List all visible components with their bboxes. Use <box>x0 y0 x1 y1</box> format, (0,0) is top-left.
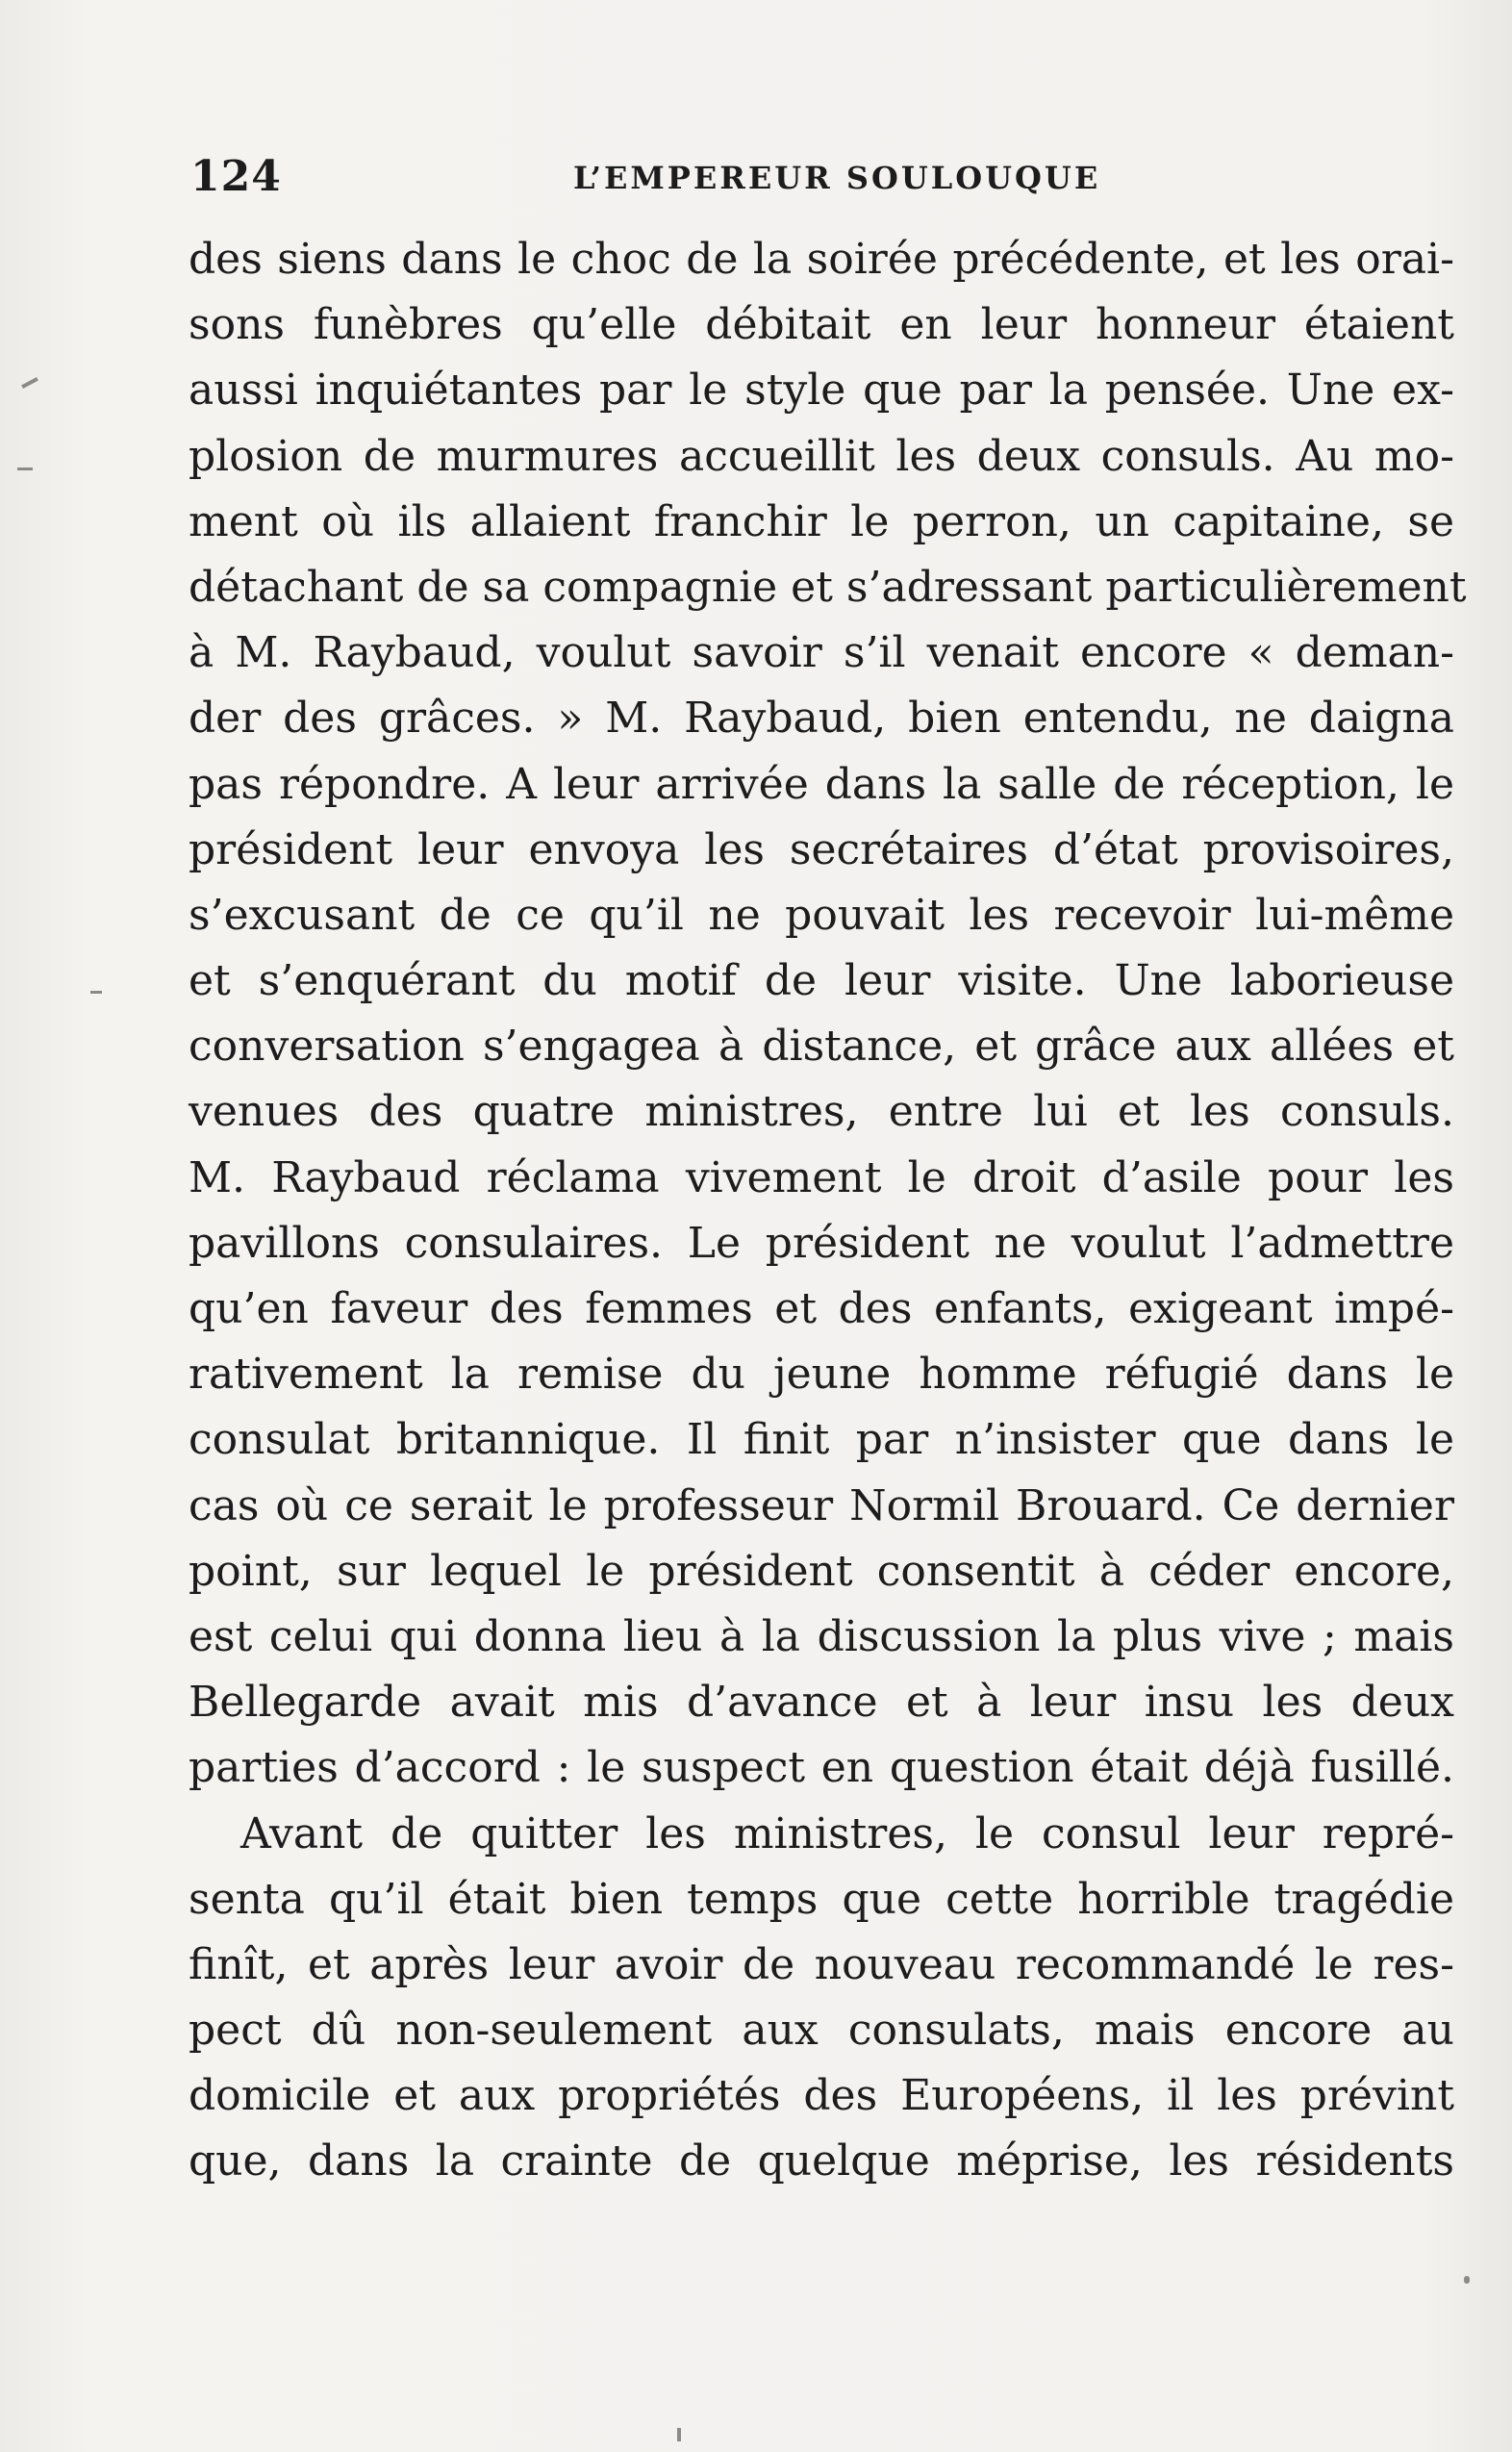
text-line: senta qu’il était bien temps que cette horrible tragédie <box>189 1874 1454 1924</box>
text-line: à M. Raybaud, voulut savoir s’il venait encore « deman- <box>189 628 1454 678</box>
text-line: cas où ce serait le professeur Normil Brouard. Ce dernier <box>189 1480 1454 1530</box>
text-line: finît, et après leur avoir de nouveau recommandé le res- <box>189 1939 1454 1989</box>
text-line: ment où ils allaient franchir le perron, un capitaine, se <box>189 496 1454 546</box>
text-line: que, dans la crainte de quelque méprise, les résidents <box>189 2136 1454 2187</box>
text-line: président leur envoya les secrétaires d’état provisoires, <box>189 824 1454 874</box>
text-line: détachant de sa compagnie et s’adressant particulièrement <box>189 562 1467 612</box>
text-line: est celui qui donna lieu à la discussion la plus vive ; mais <box>189 1611 1454 1661</box>
text-line: conversation s’engagea à distance, et grâce aux allées et <box>189 1022 1454 1072</box>
text-line: aussi inquiétantes par le style que par la pensée. Une ex- <box>189 366 1454 416</box>
text-line: parties d’accord : le suspect en question était déjà fusillé. <box>189 1743 1454 1793</box>
text-line: rativement la remise du jeune homme réfugié dans le <box>189 1350 1454 1400</box>
text-line: et s’enquérant du motif de leur visite. Une laborieuse <box>189 956 1454 1006</box>
text-line: venues des quatre ministres, entre lui et les consuls. <box>189 1087 1454 1137</box>
text-line: pas répondre. A leur arrivée dans la salle de réception, le <box>189 759 1454 809</box>
text-line: point, sur lequel le président consentit à céder encore, <box>189 1546 1454 1596</box>
text-line: des siens dans le choc de la soirée précédente, et les orai- <box>189 235 1454 284</box>
paper-speck <box>17 468 33 470</box>
running-title: L’EMPEREUR SOULOUQUE <box>573 160 1101 196</box>
body-text <box>189 227 1467 2195</box>
paper-speck <box>677 2428 681 2441</box>
paper-speck <box>90 991 102 994</box>
text-line: sons funèbres qu’elle débitait en leur honneur étaient <box>189 300 1454 350</box>
text-line: Bellegarde avait mis d’avance et à leur insu les deux <box>189 1678 1454 1728</box>
text-line: s’excusant de ce qu’il ne pouvait les recevoir lui-même <box>189 890 1454 940</box>
text-line: domicile et aux propriétés des Européens, il les prévint <box>189 2071 1454 2121</box>
paper-speck <box>1464 2276 1470 2284</box>
text-line: pect dû non-seulement aux consulats, mais encore au <box>189 2006 1454 2056</box>
text-line: pavillons consulaires. Le président ne voulut l’admettre <box>189 1218 1454 1268</box>
page-number: 124 <box>190 152 282 201</box>
paper-speck <box>21 377 38 389</box>
text-line: consulat britannique. Il finit par n’insister que dans le <box>189 1415 1454 1465</box>
text-line: qu’en faveur des femmes et des enfants, exigeant impé- <box>189 1284 1454 1333</box>
text-line: der des grâces. » M. Raybaud, bien entendu, ne daigna <box>189 694 1454 744</box>
text-line: plosion de murmures accueillit les deux consuls. Au mo- <box>189 431 1454 481</box>
text-line: M. Raybaud réclama vivement le droit d’asile pour les <box>189 1152 1454 1202</box>
text-line: Avant de quitter les ministres, le consul leur repré- <box>240 1808 1454 1858</box>
running-head <box>189 152 1450 210</box>
